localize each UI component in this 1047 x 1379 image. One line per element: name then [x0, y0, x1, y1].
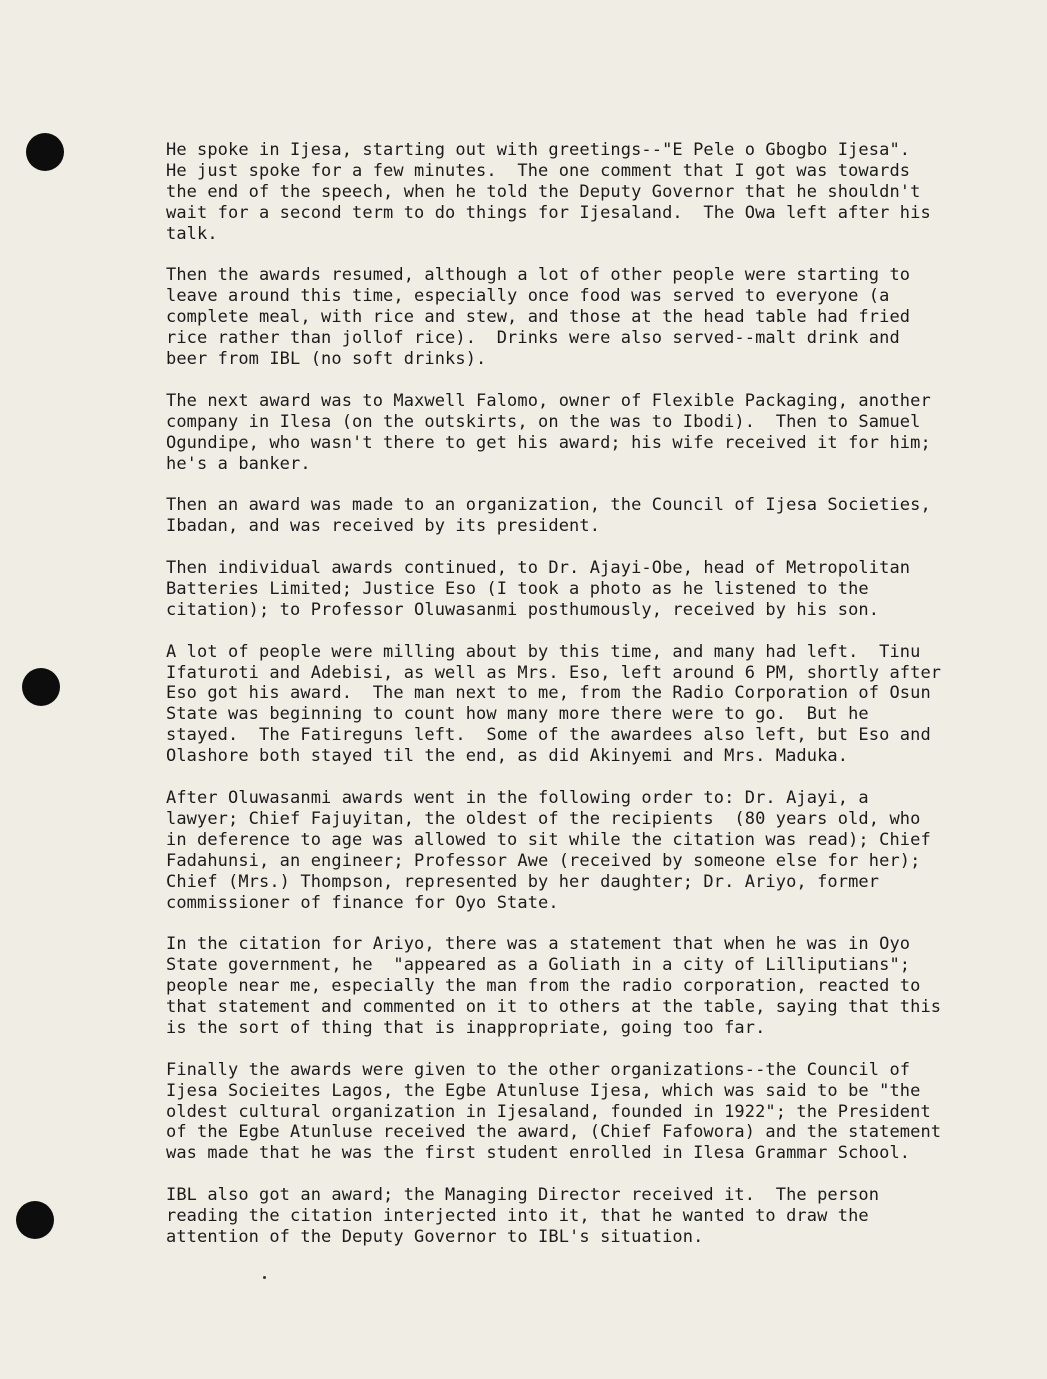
text-line: in deference to age was allowed to sit while the citation was read); Chief [166, 829, 931, 850]
text-line: stayed. The Fatireguns left. Some of the awardees also left, but Eso and [166, 725, 931, 746]
paragraph [166, 495, 956, 537]
text-line: he's a banker. [166, 453, 311, 474]
text-line: lawyer; Chief Fajuyitan, the oldest of the recipients (80 years old, who [166, 808, 921, 829]
text-line: reading the citation interjected into it, that he wanted to draw the [166, 1206, 869, 1227]
text-line: talk. [166, 223, 218, 244]
text-line: Olashore both stayed til the end, as did Akinyemi and Mrs. Maduka. [166, 746, 849, 767]
paragraph [166, 1060, 956, 1165]
text-line: leave around this time, especially once food was served to everyone (a [166, 286, 890, 307]
text-line: The next award was to Maxwell Falomo, owner of Flexible Packaging, another [166, 390, 931, 411]
paragraph [166, 788, 956, 913]
text-line: attention of the Deputy Governor to IBL's situation. [166, 1226, 704, 1247]
binder-hole-bottom [16, 1201, 54, 1239]
text-line: company in Ilesa (on the outskirts, on the was to Ibodi). Then to Samuel [166, 411, 921, 432]
binder-hole-middle [22, 668, 60, 706]
binder-hole-top [26, 133, 64, 171]
text-line: Then individual awards continued, to Dr. Ajayi-Obe, head of Metropolitan [166, 558, 911, 579]
text-line: citation); to Professor Oluwasanmi posthumously, received by his son. [166, 599, 880, 620]
paragraph [166, 642, 956, 767]
paragraph [166, 391, 956, 475]
text-line: complete meal, with rice and stew, and those at the head table had fried [166, 307, 911, 328]
text-line: Ifaturoti and Adebisi, as well as Mrs. Eso, left around 6 PM, shortly after [166, 662, 942, 683]
text-line: After Oluwasanmi awards went in the following order to: Dr. Ajayi, a [166, 788, 869, 808]
text-line: Ijesa Socieites Lagos, the Egbe Atunluse Ijesa, which was said to be "the [166, 1080, 921, 1101]
text-line: He spoke in Ijesa, starting out with greetings--"E Pele o Gbogbo Ijesa". [166, 140, 911, 160]
text-line: commissioner of finance for Oyo State. [166, 892, 559, 913]
text-line: He just spoke for a few minutes. The one comment that I got was towards [166, 160, 911, 181]
text-line: rice rather than jollof rice). Drinks were also served--malt drink and [166, 328, 900, 349]
text-line: State was beginning to count how many more there were to go. But he [166, 704, 869, 725]
text-line: Ibadan, and was received by its president. [166, 516, 601, 537]
text-line: the end of the speech, when he told the Deputy Governor that he shouldn't [166, 181, 921, 202]
text-line: was made that he was the first student enrolled in Ilesa Grammar School. [166, 1143, 911, 1164]
text-line: people near me, especially the man from the radio corporation, reacted to [166, 976, 921, 997]
text-line: In the citation for Ariyo, there was a statement that when he was in Oyo [166, 934, 911, 955]
text-line: that statement and commented on it to others at the table, saying that this [166, 997, 942, 1018]
text-line: A lot of people were milling about by this time, and many had left. Tinu [166, 641, 921, 662]
text-line: oldest cultural organization in Ijesaland, founded in 1922"; the President [166, 1101, 931, 1122]
typed-text-body [166, 140, 956, 1269]
paragraph [166, 140, 956, 245]
paragraph [166, 265, 956, 370]
paragraph [166, 1185, 956, 1248]
text-line: Finally the awards were given to the other organizations--the Council of [166, 1059, 911, 1080]
paragraph [166, 934, 956, 1039]
text-line: Then an award was made to an organization, the Council of Ijesa Societies, [166, 495, 931, 516]
text-line: IBL also got an award; the Managing Director received it. The person [166, 1185, 880, 1206]
text-line: is the sort of thing that is inappropriate, going too far. [166, 1017, 766, 1038]
text-line: beer from IBL (no soft drinks). [166, 349, 487, 370]
text-line: Chief (Mrs.) Thompson, represented by her daughter; Dr. Ariyo, former [166, 871, 880, 892]
text-line: Ogundipe, who wasn't there to get his award; his wife received it for him; [166, 432, 931, 453]
paper-speck [263, 1276, 266, 1279]
text-line: wait for a second term to do things for Ijesaland. The Owa left after his [166, 202, 931, 223]
text-line: Eso got his award. The man next to me, from the Radio Corporation of Osun [166, 683, 931, 704]
text-line: of the Egbe Atunluse received the award, (Chief Fafowora) and the statement [166, 1122, 942, 1143]
paragraph [166, 558, 956, 621]
text-line: Batteries Limited; Justice Eso (I took a photo as he listened to the [166, 578, 869, 599]
text-line: Fadahunsi, an engineer; Professor Awe (received by someone else for her); [166, 850, 921, 871]
text-line: State government, he "appeared as a Goliath in a city of Lilliputians"; [166, 955, 911, 976]
text-line: Then the awards resumed, although a lot of other people were starting to [166, 265, 911, 286]
